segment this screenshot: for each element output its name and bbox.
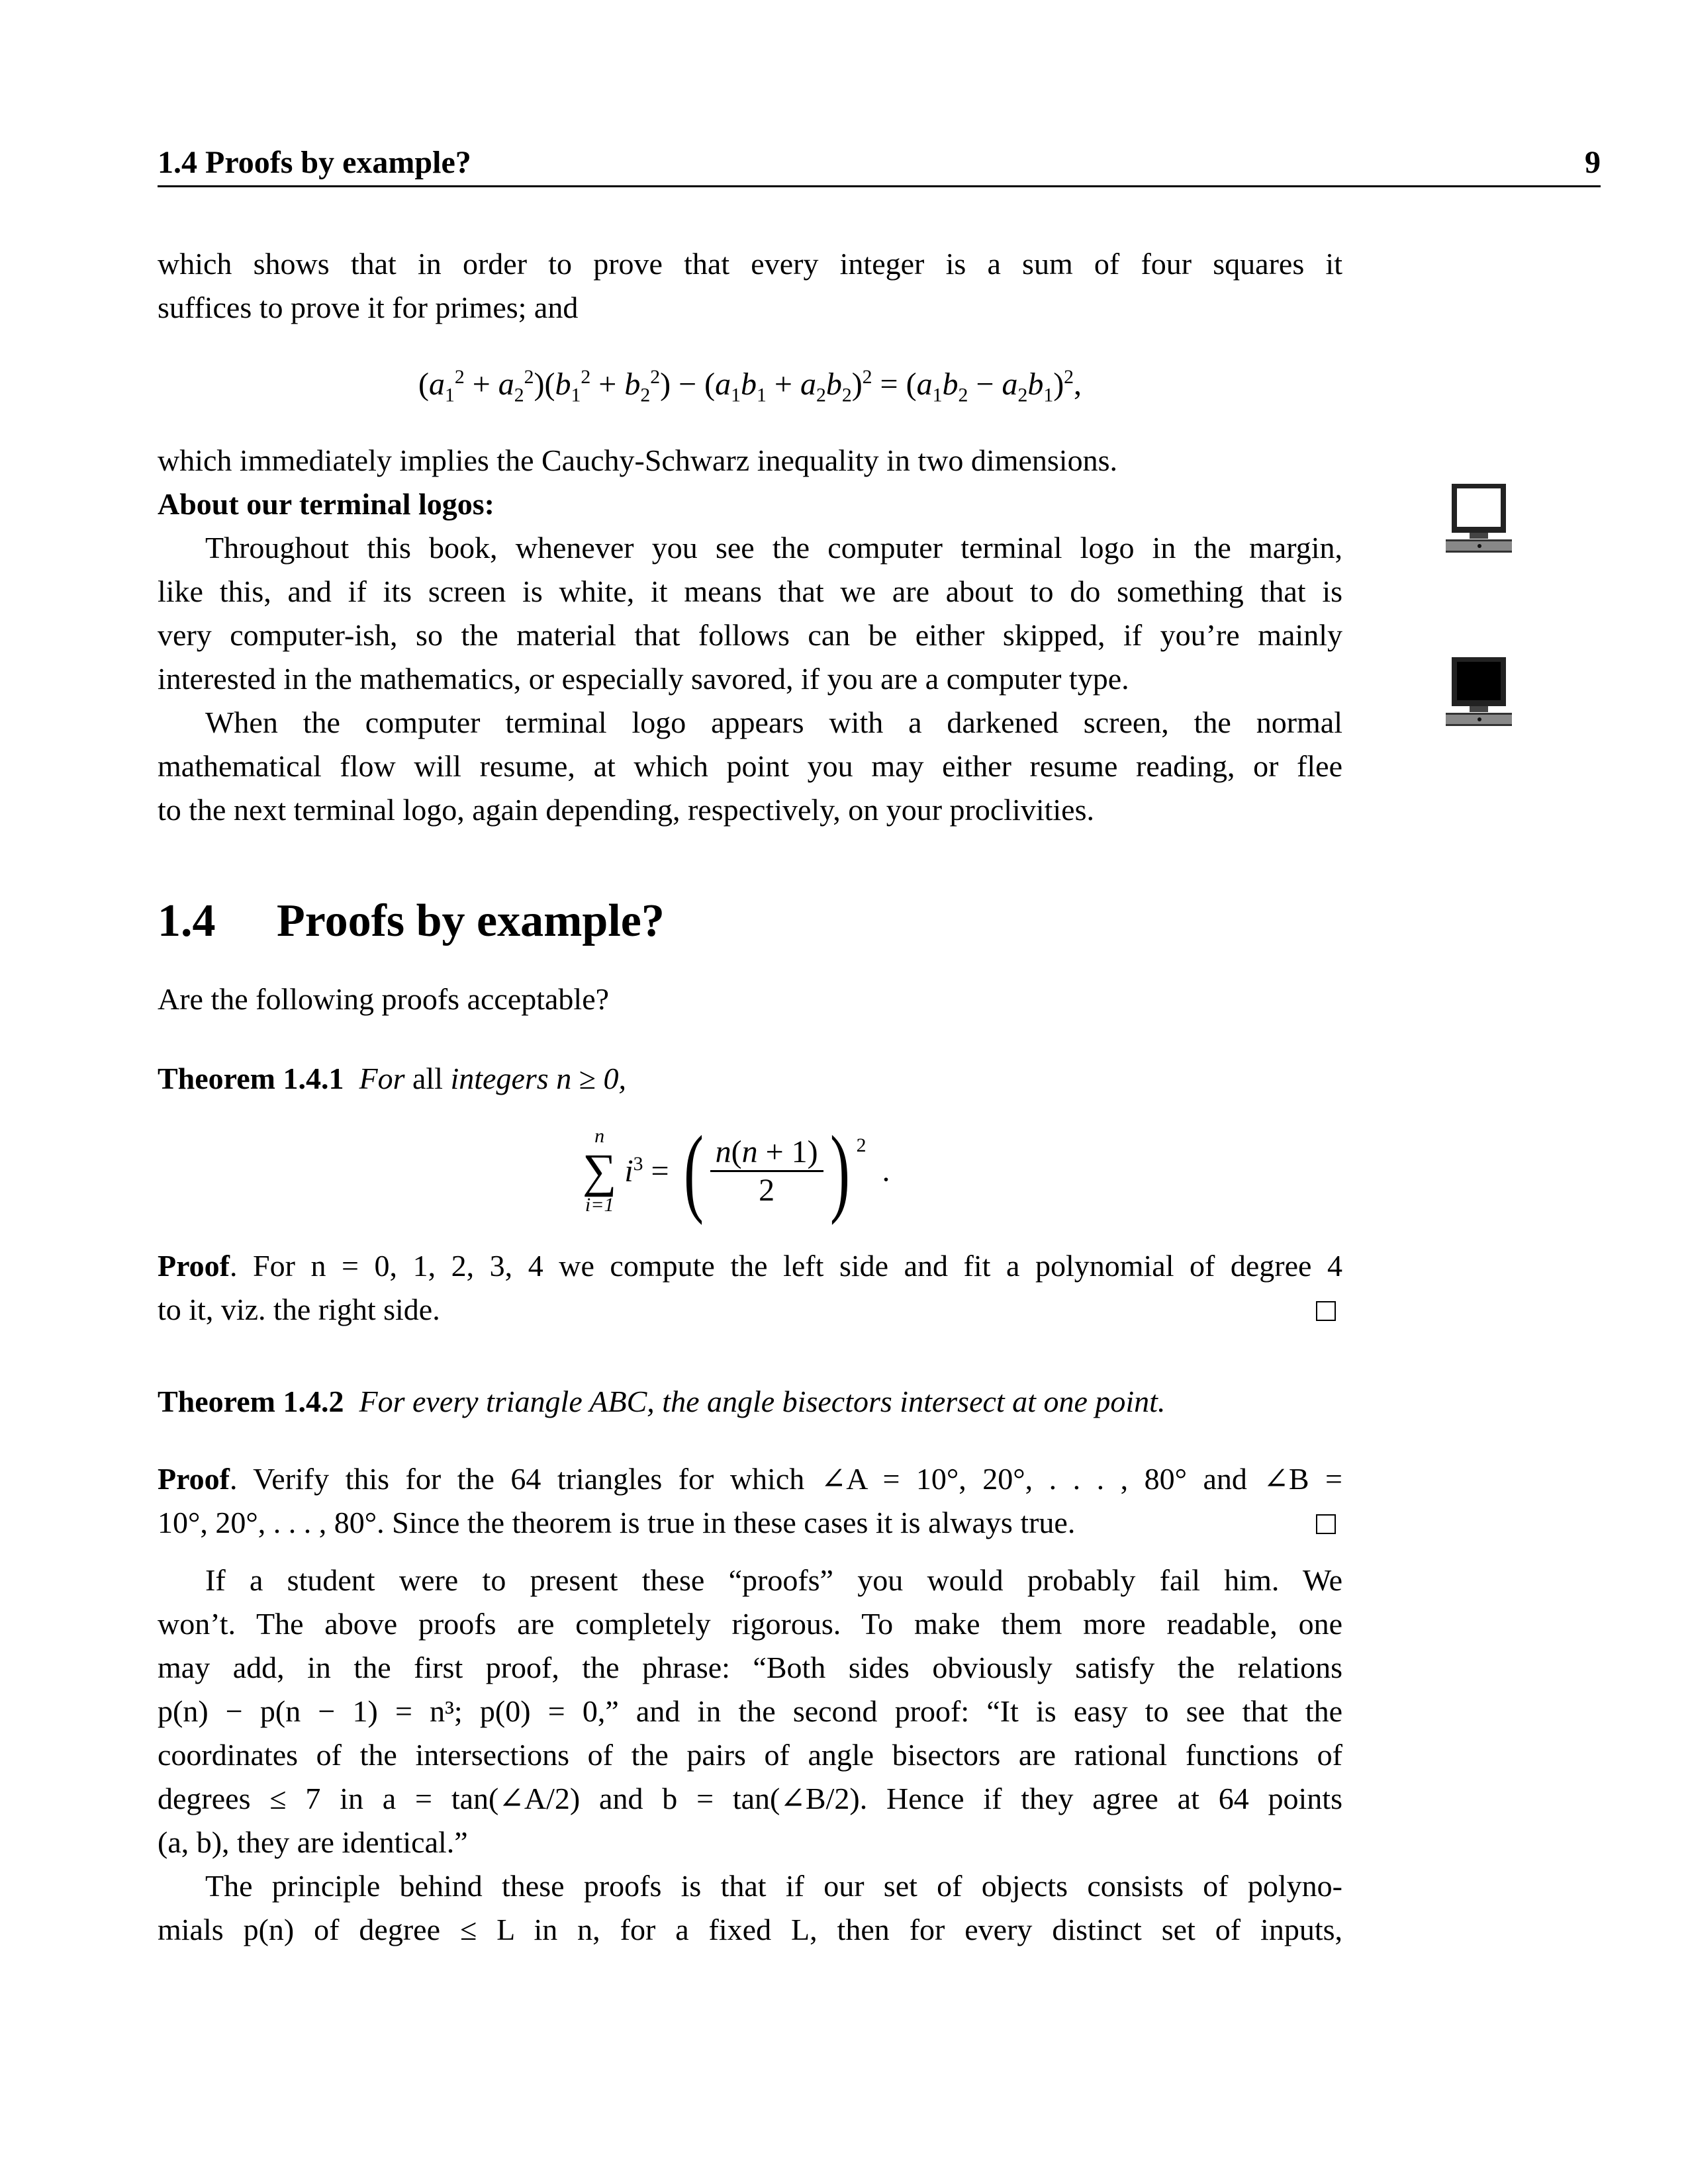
header-title: 1.4 Proofs by example?: [158, 145, 471, 180]
discussion-line-3: may add, in the first proof, the phrase: “Both sides obviously satisfy the relations: [158, 1651, 1342, 1684]
running-header: [158, 144, 1601, 187]
theorem-1-proof-text-1: . For n = 0, 1, 2, 3, 4 we compute the left side and fit a polynomial of degree 4: [230, 1249, 1342, 1283]
theorem-1-statement: Theorem 1.4.1 For all integers n ≥ 0,: [158, 1062, 626, 1095]
discussion-line-4: p(n) − p(n − 1) = n³; p(0) = 0,” and in the second proof: “It is easy to see that the: [158, 1694, 1342, 1728]
theorem-1-proof-label: Proof: [158, 1249, 230, 1283]
theorem-2-statement-line: [158, 1380, 1342, 1424]
qed-box: [1316, 1514, 1336, 1534]
theorem-1-proof-text-2: to it, viz. the right side.: [158, 1293, 440, 1326]
logos-p2-line-2: mathematical flow will resume, at which point you may either resume reading, or flee: [158, 749, 1342, 783]
terminal-dark-screen-icon: [1443, 655, 1516, 731]
principle-line-1: The principle behind these proofs is that if our set of objects consists of polyno-: [205, 1869, 1342, 1903]
terminal-white-screen-icon: [1443, 482, 1516, 557]
logos-p2-line-1: When the computer terminal logo appears with a darkened screen, the normal: [205, 705, 1342, 739]
section-number: 1.4: [158, 895, 216, 946]
theorem-1-label: Theorem 1.4.1: [158, 1062, 344, 1095]
discussion-line-2: won’t. The above proofs are completely rigorous. To make them more readable, one: [158, 1607, 1342, 1641]
discussion-line-5: coordinates of the intersections of the pairs of angle bisectors are rational functions of: [158, 1738, 1342, 1772]
intro-line-3: which immediately implies the Cauchy-Schwarz inequality in two dimensions.: [158, 443, 1117, 477]
theorem-2-proof-line-2: [158, 1501, 1342, 1545]
qed-box: [1316, 1301, 1336, 1321]
section-title: Proofs by example?: [277, 895, 665, 946]
theorem-2-proof-text-2: 10°, 20°, . . . , 80°. Since the theorem is true in these cases it is always true.: [158, 1506, 1076, 1539]
logos-p1-line-2: like this, and if its screen is white, it means that we are about to do something that is: [158, 574, 1342, 608]
theorem-1-proof-line-1: [158, 1244, 1342, 1288]
logos-p2-line-3: to the next terminal logo, again depending, respectively, on your proclivities.: [158, 793, 1094, 827]
theorem-2-label: Theorem 1.4.2: [158, 1385, 344, 1418]
discussion-line-6: degrees ≤ 7 in a = tan(∠A/2) and b = tan(∠B/2). Hence if they agree at 64 points: [158, 1782, 1342, 1815]
sum-of-cubes-equation: n ∑ i=1 $i^3$ = ( $\frac{n(n + 1)}{2}$ ) $^2$ .: [583, 1116, 890, 1226]
logos-p1-line-1: Throughout this book, whenever you see the computer terminal logo in the margin,: [205, 531, 1342, 565]
question-line: Are the following proofs acceptable?: [158, 982, 610, 1016]
theorem-2-statement: For every triangle ABC, the angle bisectors intersect at one point.: [359, 1385, 1166, 1418]
theorem-2-proof-line-1: [158, 1457, 1342, 1501]
logos-p1-line-3: very computer-ish, so the material that follows can be either skipped, if you’re mainly: [158, 618, 1342, 652]
intro-line-2: suffices to prove it for primes; and: [158, 291, 579, 324]
intro-line-1: which shows that in order to prove that every integer is a sum of four squares it: [158, 247, 1342, 281]
discussion-line-1: If a student were to present these “proofs” you would probably fail him. We: [205, 1563, 1342, 1597]
theorem-1-proof-line-2: [158, 1288, 1342, 1332]
identity-equation: $(a_1^2 + a_2^2)(b_1^2 + b_2^2) - (a_1b_1 + a_2b_2)^2 = (a_1b_2 - a_2b_1)^2$,: [418, 366, 1082, 406]
page-number: 9: [1585, 145, 1601, 180]
discussion-line-7: (a, b), they are identical.”: [158, 1825, 468, 1859]
principle-line-2: mials p(n) of degree ≤ L in n, for a fixed L, then for every distinct set of inputs,: [158, 1913, 1342, 1946]
section-heading: [158, 895, 665, 948]
theorem-2-proof-label: Proof: [158, 1462, 230, 1496]
logos-heading: About our terminal logos:: [158, 487, 494, 521]
logos-p1-line-4: interested in the mathematics, or especially savored, if you are a computer type.: [158, 662, 1129, 696]
theorem-2-proof-text-1: . Verify this for the 64 triangles for which ∠A = 10°, 20°, . . . , 80° and ∠B =: [230, 1462, 1342, 1496]
